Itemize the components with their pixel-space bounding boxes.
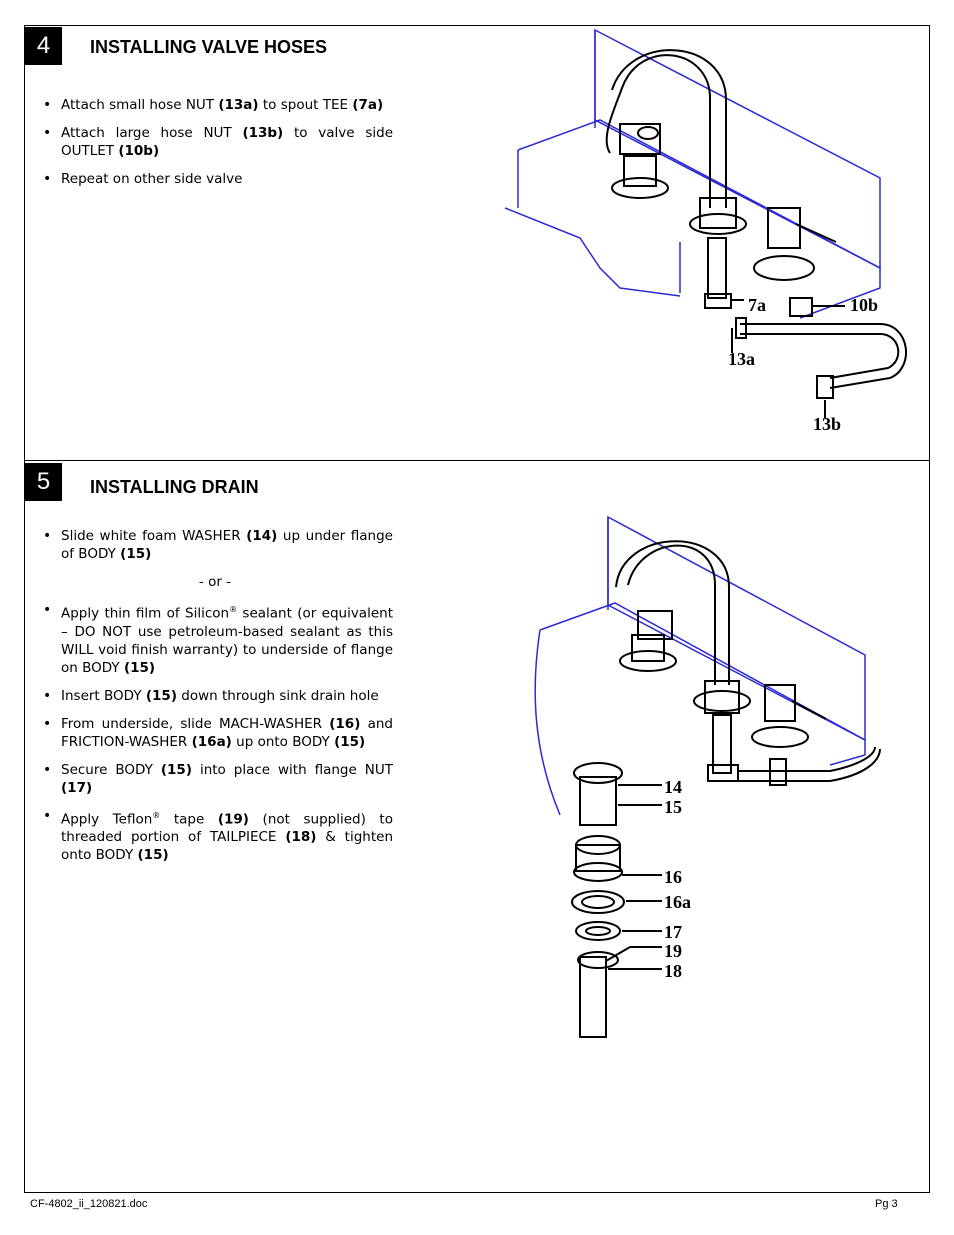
instruction-text: (not supplied) to threaded portion of TAILPIECE <box>61 811 393 845</box>
step-4-number: 4 <box>25 27 62 65</box>
instruction-item <box>37 96 393 114</box>
section-divider <box>24 460 930 461</box>
instruction-item <box>37 573 393 591</box>
part-reference: (15) <box>334 733 366 750</box>
instruction-text: Attach small hose NUT <box>61 97 219 113</box>
step-5-title: INSTALLING DRAIN <box>90 477 259 497</box>
step-5-instructions <box>37 527 393 874</box>
callout-10b: 10b <box>850 295 879 315</box>
instruction-text: Apply Teflon <box>61 811 153 827</box>
instruction-text: into place with flange NUT <box>192 761 393 778</box>
part-reference: (15) <box>137 847 169 863</box>
instruction-text: to valve side OUTLET <box>61 125 394 159</box>
instruction-item <box>37 527 393 563</box>
instruction-text: to spout TEE <box>258 97 353 113</box>
instruction-text: Attach large hose NUT <box>61 125 243 141</box>
step-5-number: 5 <box>25 463 62 501</box>
part-reference: (13a) <box>218 97 259 113</box>
valve-hose-diagram <box>500 28 920 448</box>
part-reference: (17) <box>61 779 93 796</box>
instruction-item <box>37 124 393 160</box>
instruction-text: Apply thin film of Silicon <box>61 605 230 622</box>
part-reference: (18) <box>285 829 317 845</box>
part-reference: (15) <box>123 659 156 676</box>
part-reference: (10b) <box>118 143 160 159</box>
drain-install-diagram <box>530 515 910 1045</box>
part-reference: (15) <box>145 687 177 704</box>
instruction-item <box>37 687 393 705</box>
part-reference: (19) <box>217 811 249 827</box>
instruction-item <box>37 715 393 751</box>
callout-16a: 16a <box>664 892 691 912</box>
instruction-text: up onto BODY <box>231 733 335 750</box>
instruction-text: up under flange of BODY <box>61 528 393 562</box>
instruction-item <box>37 761 393 797</box>
part-reference: (14) <box>246 528 278 544</box>
part-reference: (7a) <box>352 97 384 113</box>
instruction-text: From underside, slide MACH-WASHER <box>61 715 330 732</box>
callout-13a: 13a <box>728 349 755 369</box>
part-reference: (16) <box>329 715 361 732</box>
instruction-item <box>37 807 393 865</box>
part-reference: (15) <box>120 546 152 562</box>
callout-18: 18 <box>664 961 682 981</box>
callout-16: 16 <box>664 867 682 887</box>
instruction-text: tape <box>160 811 218 827</box>
callout-15: 15 <box>664 797 682 817</box>
part-reference: (15) <box>160 761 192 778</box>
registered-mark: ® <box>229 605 238 614</box>
instruction-text: Secure BODY <box>61 761 161 778</box>
instruction-text: down through sink drain hole <box>177 687 379 704</box>
instruction-text: sealant (or equivalent – DO NOT use petroleum-based sealant as this WILL void finish warranty) to underside of flange on BODY <box>61 605 393 676</box>
document-id: CF-4802_ii_120821.doc <box>30 1198 148 1210</box>
part-reference: (13b) <box>242 125 284 141</box>
callout-7a: 7a <box>748 295 766 315</box>
instruction-text: & tighten onto BODY <box>61 829 393 863</box>
page-number: Pg 3 <box>875 1198 898 1210</box>
registered-mark: ® <box>152 810 161 820</box>
instruction-text: Slide white foam WASHER <box>61 528 247 544</box>
instruction-text: and FRICTION-WASHER <box>61 715 393 750</box>
instruction-item <box>37 170 393 188</box>
instruction-text: Insert BODY <box>61 687 146 704</box>
instruction-text: Repeat on other side valve <box>61 171 243 187</box>
part-reference: (16a) <box>191 733 232 750</box>
step-4-instructions <box>37 96 393 198</box>
instruction-text: - or - <box>198 574 232 590</box>
callout-13b: 13b <box>813 414 842 434</box>
callout-17: 17 <box>664 922 682 942</box>
callout-19: 19 <box>664 941 682 961</box>
callout-14: 14 <box>664 777 682 797</box>
instruction-item <box>37 601 393 677</box>
step-4-title: INSTALLING VALVE HOSES <box>90 37 328 57</box>
